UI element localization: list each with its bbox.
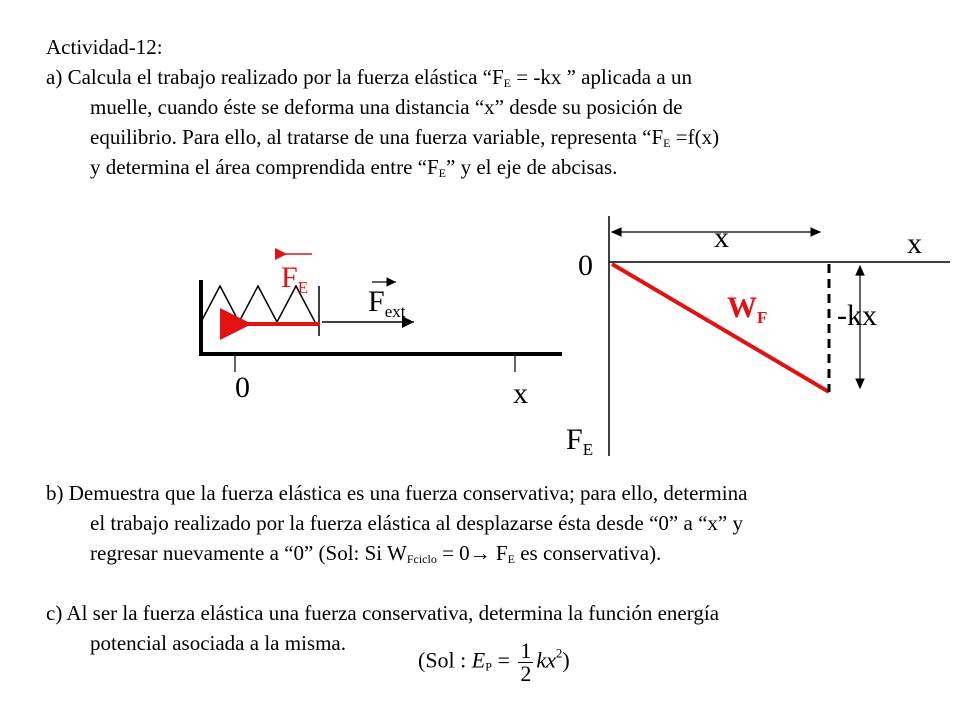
x-axis-label: x — [907, 227, 922, 260]
part-a-line-1: a) Calcula el trabajo realizado por la fuerza elástica “$F_E = -kx$ ” aplicada a un — [46, 65, 692, 90]
part-a-line-2: muelle, cuando éste se deforma una distancia “x” desde su posición de — [90, 95, 683, 119]
x-top-label: x — [714, 221, 729, 254]
fe-label: $F_E$ — [281, 261, 309, 297]
force-graph — [609, 216, 950, 456]
part-b-line-1: b) Demuestra que la fuerza elástica es una fuerza conservativa; para ello, determina — [46, 481, 748, 505]
part-c-line-1: c) Al ser la fuerza elástica una fuerza conservativa, determina la función energía — [46, 601, 720, 625]
kx-label: -kx — [837, 299, 877, 332]
zero-label-right: 0 — [578, 249, 593, 282]
force-line — [612, 264, 829, 392]
energy-formula: (Sol : $E_P$ = $\frac{1}{2}$ $kx^2$) — [418, 638, 570, 686]
work-label: $W_F$ — [727, 291, 768, 327]
part-a-line-4: y determina el área comprendida entre “$F_E$” y el eje de abcisas. — [90, 155, 618, 180]
x-label-left: x — [513, 377, 528, 410]
part-b-line-2: el trabajo realizado por la fuerza elástica al desplazarse ésta desde “0” a “x” y — [90, 511, 743, 535]
fe-axis-label: $F_E$ — [566, 423, 594, 459]
part-a-line-3: equilibrio. Para ello, al tratarse de una fuerza variable, representa “$F_E =f(x)$ — [90, 125, 720, 150]
zero-label-left: 0 — [235, 371, 250, 404]
one-half-fraction: $\frac{1}{2}$ — [520, 638, 532, 686]
fext-label: $F_{ext}$ — [368, 285, 406, 321]
part-c-line-2: potencial asociada a la misma. — [90, 631, 346, 655]
activity-title: Actividad-12: — [46, 35, 163, 59]
part-b-line-3: regresar nuevamente a “0” (Sol: Si $W_{Fciclo} = 0\to F_E$ es conservativa). — [90, 541, 662, 566]
